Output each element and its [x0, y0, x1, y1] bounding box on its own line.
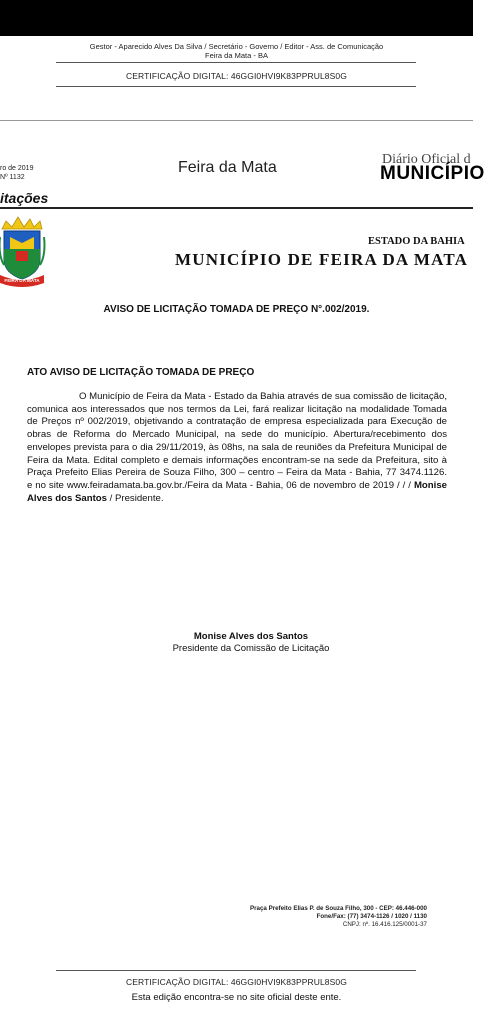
letterhead-municipio: MUNICÍPIO DE FEIRA DA MATA	[175, 250, 469, 269]
top-black-bar	[0, 0, 473, 36]
header-credits: Gestor - Aparecido Alves Da Silva / Secretário - Governo / Editor - Ass. de Comunicação	[89, 42, 384, 51]
signature-role: Presidente da Comissão de Licitação	[172, 643, 330, 654]
notice-body-text: O Município de Feira da Mata - Estado da Bahia através de sua comissão de licitação, comunica aos interessados que nos termos da Lei, fará realizar licitação na modalidade Tomada de Preços nº 002/2019, objetivando a contratação de empresa especializada para Execução de obras de Reforma do Mercado Municipal, na sede do município. Abertura/recebimento dos envelopes prevista para o dia 29/11/2019, às 08hs, na sala de reuniões da Prefeitura Municipal de Feira da Mata. Edital completo e demais informações encontram-se na sede da Prefeitura, sito à Praça Prefeito Elias Pereira de Souza Filho, 300 – centro – Feira da Mata - Bahia, 77 3474.1126. e no site www.feiradamata.ba.gov.br./Feira da Mata - Bahia, 06 de novembro de 2019 / / /	[27, 391, 447, 491]
footer-certification: CERTIFICAÇÃO DIGITAL: 46GGI0HVI9K83PPRUL8S0G	[126, 977, 347, 987]
page-divider	[0, 120, 473, 121]
header-divider	[56, 62, 416, 63]
footer-note: Esta edição encontra-se no site oficial deste ente.	[131, 992, 342, 1003]
crest-banner-text: FEIRA DA MATA	[4, 278, 40, 283]
edition-date: ro de 2019	[0, 165, 34, 172]
phone-line: Fone/Fax: (77) 3474-1126 / 1020 / 1130	[316, 913, 427, 920]
edition-number: Nº 1132	[0, 174, 25, 181]
notice-signer-inline: Monise Alves dos Santos	[27, 479, 447, 504]
notice-subtitle: ATO AVISO DE LICITAÇÃO TOMADA DE PREÇO	[27, 367, 255, 378]
footer-divider	[56, 970, 416, 971]
header-location: Feira da Mata - BA	[205, 51, 268, 60]
letterhead-estado: ESTADO DA BAHIA	[368, 236, 465, 247]
notice-signer-suffix: / Presidente.	[106, 492, 164, 504]
municipio-logo-text: MUNICÍPIO	[380, 163, 485, 184]
municipal-crest-logo	[0, 215, 44, 289]
address-line: Praça Prefeito Elias P. de Souza Filho, 300 - CEP: 46.446-000	[250, 905, 427, 912]
notice-body	[27, 391, 447, 505]
section-title: itações	[0, 190, 49, 206]
diario-oficial-label: Diário Oficial d	[382, 152, 471, 167]
edition-city: Feira da Mata	[178, 159, 277, 176]
signature-name: Monise Alves dos Santos	[193, 631, 309, 642]
header-certification: CERTIFICAÇÃO DIGITAL: 46GGI0HVI9K83PPRUL8S0G	[126, 71, 347, 81]
header-divider-2	[56, 86, 416, 87]
cnpj-line: CNPJ: nº. 16.416.125/0001-37	[342, 921, 427, 928]
section-rule	[0, 207, 473, 209]
notice-title: AVISO DE LICITAÇÃO TOMADA DE PREÇO N°.002/2019.	[103, 304, 370, 315]
